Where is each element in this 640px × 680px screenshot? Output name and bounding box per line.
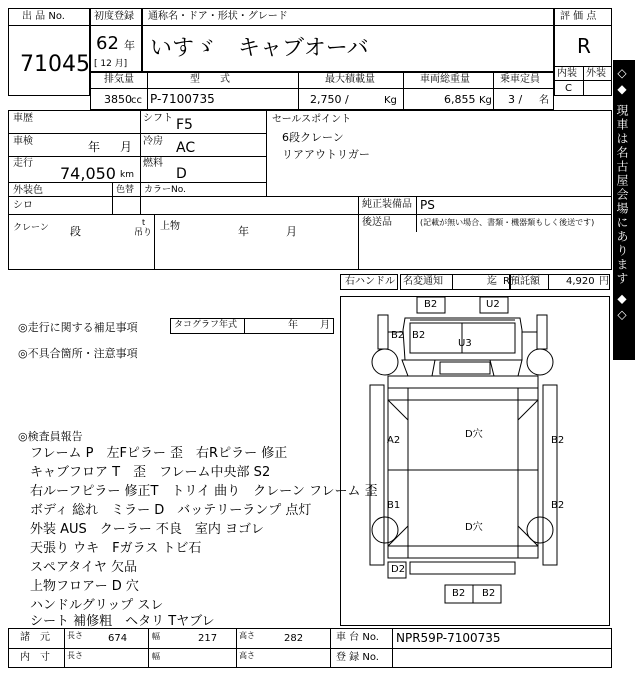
- notes-box: [8, 296, 338, 629]
- length-label: 長さ: [67, 631, 83, 640]
- lot-label: 出 品 No.: [22, 11, 65, 22]
- inspector-line: ハンドルグリップ スレ: [30, 598, 164, 613]
- capacity-value: 3 /: [508, 93, 523, 106]
- ext-color-label: 外装色: [13, 185, 43, 196]
- max-load-label: 最大積載量: [325, 74, 375, 85]
- crane-hang: 吊り: [134, 228, 153, 238]
- month-value: [ 12 月]: [94, 59, 128, 69]
- inspector-line: 天張り ウキ Fガラス トビ石: [30, 541, 202, 556]
- capacity-label: 乗車定員: [500, 74, 540, 85]
- mileage-unit: km: [120, 170, 134, 180]
- inner-height-label: 高さ: [239, 651, 255, 660]
- defect-notes-label: ◎不具合箇所・注意事項: [18, 347, 138, 360]
- fuel-label: 燃料: [143, 158, 163, 169]
- diagram-label: B2: [482, 588, 496, 599]
- width-label: 幅: [152, 632, 160, 641]
- tacho-year: 年: [288, 320, 298, 331]
- lot-number: 71045: [20, 52, 90, 77]
- displacement-value: 3850: [104, 93, 132, 106]
- diagram-label: B2: [551, 500, 565, 511]
- dims-label: 諸 元: [20, 632, 50, 643]
- inspector-line: 右ルーフピラー 修正T トリイ 曲り クレーン フレーム 歪: [30, 484, 378, 499]
- grade-label: 評 価 点: [560, 11, 597, 22]
- diagram-label: B2: [424, 299, 438, 310]
- crane-label: クレーン: [13, 223, 49, 233]
- driving-notes-label: ◎走行に関する補足事項: [18, 321, 138, 334]
- handle-value: 右ハンドル: [345, 276, 395, 287]
- shift-label: シフト: [143, 113, 173, 124]
- chassis-label: 車 台 No.: [336, 632, 379, 643]
- tacho-month: 月: [320, 320, 330, 331]
- color-no-label: 色替: [116, 185, 135, 195]
- length-value: 674: [108, 633, 128, 644]
- inner-width-label: 幅: [152, 652, 160, 661]
- interior-label: 内装: [557, 68, 577, 79]
- crane-ton: t: [142, 218, 146, 227]
- cert-prefix: 迄: [487, 276, 497, 287]
- diagram-label: U2: [486, 299, 500, 310]
- model-name-label: 通称名・ドア・形状・グレード: [148, 11, 288, 22]
- max-load-value: 2,750 /: [310, 93, 349, 106]
- mileage-label: 走行: [13, 158, 33, 169]
- sales-point-1: 6段クレーン: [282, 131, 344, 144]
- gross-weight-unit: Kg: [479, 95, 492, 106]
- name-change-label: 名変通知: [403, 276, 443, 287]
- displacement-unit: cc: [131, 95, 142, 106]
- inspection-year: 年: [88, 140, 101, 154]
- inspector-line: シート 補修粗 ヘタリ Tヤブレ: [30, 614, 215, 629]
- inspection-month: 月: [120, 140, 133, 154]
- exterior-label: 外装: [586, 68, 606, 79]
- inspector-line: キャブフロア T 歪 フレーム中央部 S2: [30, 465, 271, 480]
- diagram-label: B2: [391, 330, 405, 341]
- diagram-frame: [340, 296, 610, 626]
- diagram-label: A2: [387, 435, 401, 446]
- ext-color-value: シロ: [13, 200, 33, 211]
- inspection-label: 車検: [13, 136, 33, 147]
- inspector-line: ボディ 総れ ミラー D バッテリーランプ 点灯: [30, 503, 312, 518]
- model-name: いすゞ キャブオーバ: [150, 36, 369, 61]
- interior-grade: C: [565, 83, 572, 94]
- diagram-label: B2: [452, 588, 466, 599]
- mileage-value: 74,050: [60, 164, 116, 183]
- color-no2-label: カラーNo.: [144, 185, 186, 195]
- diagram-label: B1: [387, 500, 401, 511]
- diagram-label: D2: [391, 564, 406, 575]
- inspector-report-label: ◎検査員報告: [18, 430, 83, 443]
- crane-stage: 段: [70, 225, 81, 238]
- chassis-value: NPR59P-7100735: [396, 631, 501, 645]
- retrofit-label: 後送品: [362, 217, 392, 228]
- model-code-value: P-7100735: [150, 92, 215, 106]
- ac-value: AC: [176, 140, 196, 156]
- era-year: 62: [96, 33, 119, 54]
- max-load-unit: Kg: [384, 95, 397, 106]
- upper-label: 上物: [160, 221, 180, 232]
- upper-month: 月: [286, 225, 297, 238]
- gross-weight-label: 車両総重量: [420, 74, 470, 85]
- first-reg-label: 初度登録: [94, 11, 134, 22]
- width-value: 217: [198, 633, 218, 644]
- sales-point-2: リアアウトリガー: [282, 148, 370, 161]
- diagram-label: D穴: [465, 429, 483, 440]
- height-label: 高さ: [239, 631, 255, 640]
- cert-amount: 4,920: [566, 276, 595, 287]
- year-unit: 年: [124, 39, 135, 52]
- displacement-label: 排気量: [104, 74, 134, 85]
- history-label: 車歴: [13, 113, 33, 124]
- diagram-label: B2: [551, 435, 565, 446]
- fuel-value: D: [176, 166, 187, 182]
- retrofit-note: (記載が無い場合、書類・機器類もしく後送です): [420, 218, 595, 227]
- cert-label: R預託額: [503, 276, 540, 287]
- cert-unit: 円: [599, 276, 609, 287]
- genuine-value: PS: [420, 198, 435, 212]
- reg-label: 登 録 No.: [336, 652, 379, 663]
- capacity-unit: 名: [539, 95, 549, 106]
- inner-label: 内 寸: [20, 652, 50, 663]
- upper-year: 年: [238, 225, 249, 238]
- ac-label: 冷房: [143, 136, 163, 147]
- genuine-label: 純正装備品: [362, 199, 412, 210]
- inspector-line: 上物フロアー D 穴: [30, 579, 139, 594]
- inspector-line: フレーム P 左Fピラー 歪 右Rピラー 修正: [30, 446, 288, 461]
- sales-point-label: セールスポイント: [272, 114, 352, 125]
- inspector-line: 外装 AUS クーラー 不良 室内 ヨゴレ: [30, 522, 265, 537]
- diagram-label: U3: [458, 338, 472, 349]
- model-code-label: 型 式: [190, 74, 230, 85]
- side-note: ◇◆ 現車は名古屋会場にあります ◆◇: [615, 66, 629, 324]
- height-value: 282: [284, 633, 304, 644]
- gross-weight-value: 6,855: [444, 93, 476, 106]
- inner-length-label: 長さ: [67, 651, 83, 660]
- shift-value: F5: [176, 117, 193, 133]
- diagram-label: B2: [412, 330, 426, 341]
- diagram-label: D穴: [465, 522, 483, 533]
- inspector-line: スペアタイヤ 欠品: [30, 560, 137, 575]
- grade-value: R: [577, 34, 591, 58]
- tacho-label: タコグラフ年式: [174, 320, 238, 330]
